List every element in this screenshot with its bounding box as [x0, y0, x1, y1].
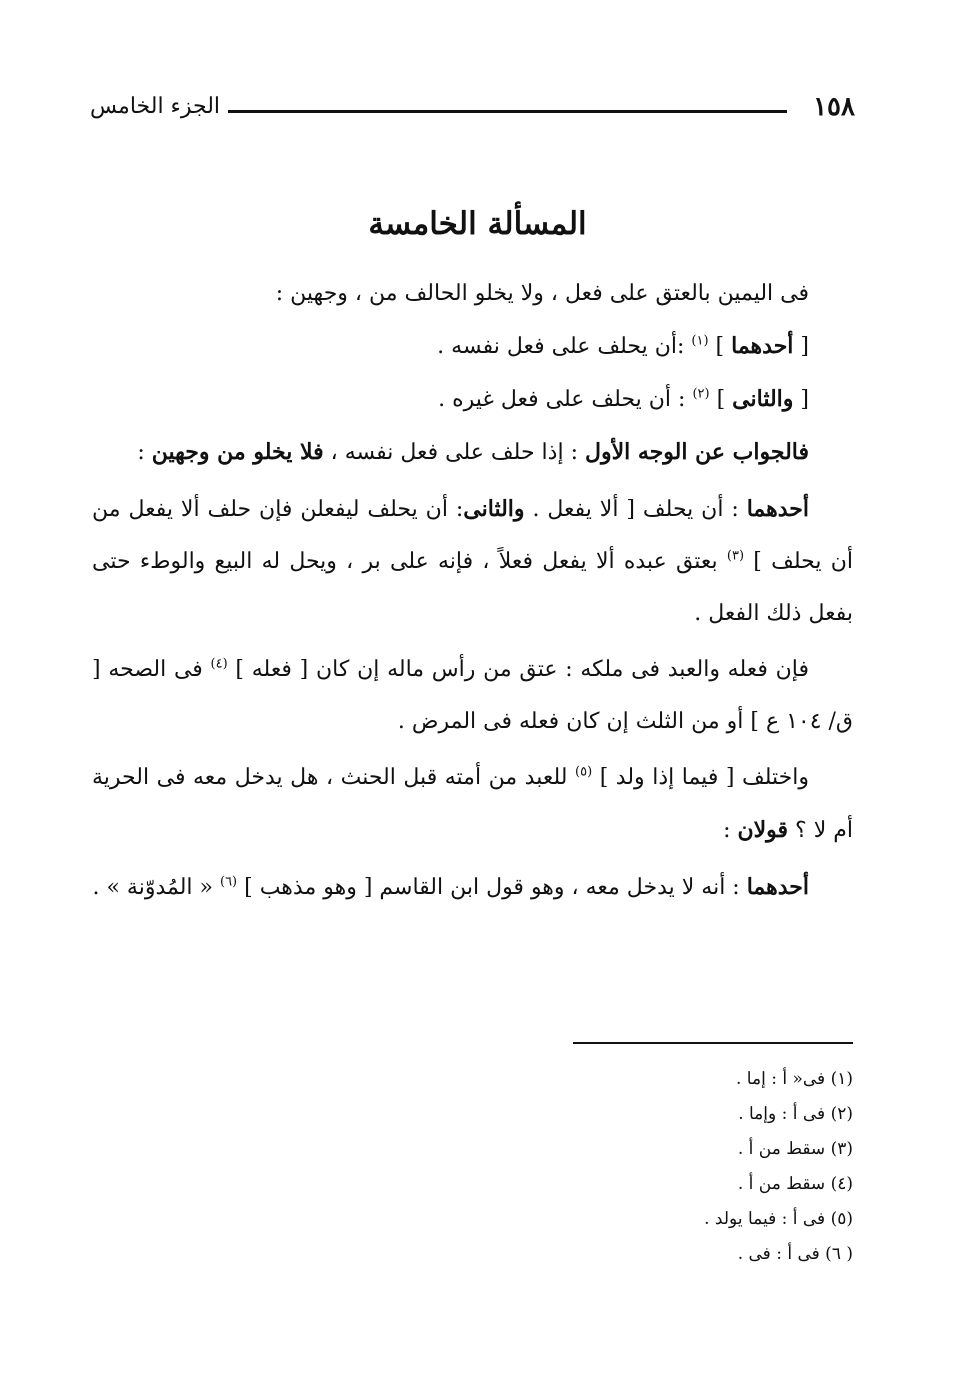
paragraph-text: « المُدوّنة » . — [92, 875, 220, 900]
paragraph-text: فإن فعله والعبد فى ملكه : عتق من رأس ماله إن كان [ فعله ] — [235, 657, 810, 682]
bracket-open: [ — [793, 387, 809, 412]
bold-term: أحدهما — [731, 333, 794, 359]
paragraph-if-done — [92, 644, 853, 748]
paragraph-text: : أن يحلف ليفعلن فإن حلف ألا يفعل من أن يحلف ] — [92, 497, 854, 574]
bold-term: والثانى — [732, 386, 794, 412]
paragraph-text: بعتق عبده ألا يفعل فعلاً ، فإنه على بر ، ويحل له البيع والوطء حتى بفعل ذلك الفعل . — [92, 549, 853, 626]
bracket-close: ] — [716, 387, 733, 412]
bracket-open: [ — [793, 334, 809, 359]
footnote-ref: (٥) — [575, 764, 593, 780]
paragraph-text: فى الصحه [ ق/ ١٠٤ ع ] أو من الثلث إن كان فعله فى المرض . — [92, 657, 853, 734]
footnote-item: (١) فى« أ : إما . — [736, 1069, 853, 1089]
footnote-ref: (١) — [691, 333, 709, 349]
footnote-item: ( ٦) فى أ : فى . — [737, 1244, 853, 1264]
footnotes — [453, 1062, 853, 1272]
bold-term: أحدهما — [746, 874, 809, 900]
paragraph-text: واختلف [ فيما إذا ولد ] — [599, 765, 810, 790]
paragraph-dispute — [92, 752, 853, 857]
paragraph-first-opinion — [92, 861, 853, 914]
paragraph-intro: فى اليمين بالعتق على فعل ، ولا يخلو الحالف من ، وجهين : — [275, 281, 809, 306]
bold-term: قولان — [737, 817, 789, 843]
running-header — [90, 92, 855, 128]
paragraph-two-cases — [92, 483, 853, 640]
footnote-ref: (٢) — [692, 386, 710, 402]
footnote-ref: (٤) — [210, 656, 228, 672]
paragraph-second-case — [92, 373, 853, 426]
paragraph-text: : أن يحلف [ ألا يفعل . — [524, 497, 747, 522]
bold-term: أحدهما — [746, 496, 809, 522]
running-title: الجزء الخامس — [90, 94, 221, 119]
paragraph-text: : — [723, 818, 738, 843]
footnote-item: (٣) سقط من أ . — [737, 1139, 853, 1159]
paragraph-text: للعبد من أمته قبل الحنث ، هل يدخل معه فى الحرية أم لا ؟ — [92, 765, 853, 843]
footnote-rule — [573, 1042, 853, 1044]
footnote-ref: (٣) — [726, 548, 745, 564]
paragraph-text: :أن يحلف على فعل نفسه . — [437, 334, 692, 359]
header-rule — [228, 110, 787, 113]
page-number: ١٥٨ — [813, 92, 855, 122]
paragraph-text: : — [137, 440, 152, 465]
bold-term: والثانى — [463, 496, 525, 522]
footnote-ref: (٦) — [219, 874, 238, 890]
footnote-item: (٥) فى أ : فيما يولد . — [704, 1209, 853, 1229]
bracket-close: ] — [715, 334, 732, 359]
body-text — [92, 268, 853, 914]
bold-term: فلا يخلو من وجهين — [151, 439, 324, 465]
paragraph-first-case — [92, 320, 853, 373]
paragraph-text: : أن يحلف على فعل غيره . — [438, 387, 693, 412]
paragraph-answer — [92, 426, 853, 479]
bold-term: فالجواب عن الوجه الأول — [584, 439, 809, 465]
footnote-item: (٤) سقط من أ . — [737, 1174, 853, 1194]
paragraph-text: : أنه لا يدخل معه ، وهو قول ابن القاسم [ وهو مذهب ] — [244, 875, 747, 900]
paragraph-text: : إذا حلف على فعل نفسه ، — [323, 440, 585, 465]
section-title: المسألة الخامسة — [368, 206, 587, 242]
footnote-item: (٢) فى أ : وإما . — [738, 1104, 853, 1124]
